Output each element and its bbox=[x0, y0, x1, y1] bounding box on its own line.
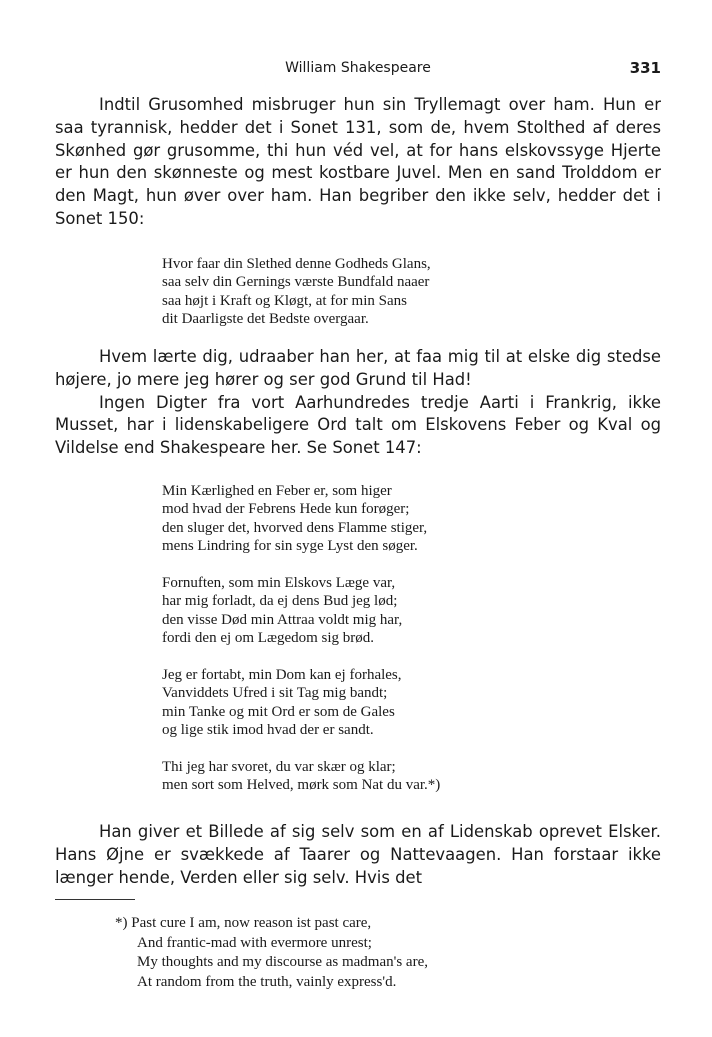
paragraph-text: Han giver et Billede af sig selv som en af Lidenskab oprevet Elsker. Hans Øjne er svækkede af Taarer og Nattevaagen. Han forstaar ikke længer hende, Verden eller sig selv. Hvis det bbox=[55, 822, 661, 887]
verse-line: Fornuften, som min Elskovs Læge var, bbox=[162, 575, 396, 592]
paragraph-3: Ingen Digter fra vort Aarhundredes tredje Aarti i Frankrig, ikke Musset, har i lidenskabeligere Ord talt om Elskovens Feber og Kval og Vildelse end Shakespeare her. Se Sonet 147: bbox=[55, 392, 661, 458]
verse-line: den sluger det, hvorved dens Flamme stiger, bbox=[162, 519, 428, 536]
paragraph-text: Indtil Grusomhed misbruger hun sin Tryllemagt over ham. Hun er saa tyrannisk, hedder det i Sonet 131, som de, hvem Stolthed af deres Skønhed gør grusomme, thi hun véd vel, at for hans elskovssyge Hjerte er hun den skønneste og mest kostbare Juvel. Men en sand Trolddom er den Magt, hun øver over ham. Han begriber den ikke selv, hedder det i Sonet 150: bbox=[55, 95, 661, 228]
verse-line: har mig forladt, da ej dens Bud jeg lød; bbox=[162, 593, 398, 610]
stanza-1 bbox=[162, 482, 440, 556]
stanza-3 bbox=[162, 666, 440, 740]
verse-line: dit Daarligste det Bedste overgaar. bbox=[162, 311, 369, 328]
paragraph-2 bbox=[55, 346, 661, 460]
verse-line: Hvor faar din Slethed denne Godheds Glans, bbox=[162, 256, 431, 272]
verse-line: fordi den ej om Lægedom sig brød. bbox=[162, 630, 375, 647]
quote-sonnet-147 bbox=[162, 482, 440, 795]
footnote bbox=[115, 914, 428, 992]
verse-line: saa højt i Kraft og Kløgt, at for min Sans bbox=[162, 292, 407, 309]
verse-line: Vanviddets Ufred i sit Tag mig bandt; bbox=[162, 685, 388, 702]
footnote-line: And frantic-mad with evermore unrest; bbox=[137, 934, 372, 951]
verse-line: Thi jeg har svoret, du var skær og klar; bbox=[162, 759, 396, 776]
verse-line: den visse Død min Attraa voldt mig har, bbox=[162, 611, 403, 628]
verse-line: mens Lindring for sin syge Lyst den søger. bbox=[162, 538, 418, 555]
page-header bbox=[55, 58, 661, 82]
verse-line: mod hvad der Febrens Hede kun forøger; bbox=[162, 501, 410, 518]
paragraph-4 bbox=[55, 821, 661, 889]
verse-line: saa selv din Gernings værste Bundfald naaer bbox=[162, 274, 430, 291]
running-title: William Shakespeare bbox=[285, 60, 431, 76]
verse-line: min Tanke og mit Ord er som de Gales bbox=[162, 703, 395, 720]
verse-line: og lige stik imod hvad der er sandt. bbox=[162, 722, 374, 739]
footnote-divider bbox=[55, 899, 135, 900]
verse-line: Jeg er fortabt, min Dom kan ej forhales, bbox=[162, 667, 402, 684]
footnote-line: My thoughts and my discourse as madman's are, bbox=[137, 954, 428, 970]
footnote-line: At random from the truth, vainly express'd. bbox=[137, 973, 397, 990]
verse-line: men sort som Helved, mørk som Nat du var.*) bbox=[162, 777, 441, 794]
footnote-line: *) Past cure I am, now reason ist past care, bbox=[115, 915, 372, 931]
paragraph-1 bbox=[55, 94, 661, 231]
paragraph-text: Hvem lærte dig, udraaber han her, at faa mig til at elske dig stedse højere, jo mere jeg hører og ser god Grund til Had! bbox=[55, 347, 661, 389]
stanza-4 bbox=[162, 758, 440, 795]
page-number: 331 bbox=[629, 59, 661, 77]
verse-line: Min Kærlighed en Feber er, som higer bbox=[162, 483, 392, 499]
quote-sonnet-150 bbox=[162, 255, 431, 329]
stanza-2 bbox=[162, 574, 440, 648]
